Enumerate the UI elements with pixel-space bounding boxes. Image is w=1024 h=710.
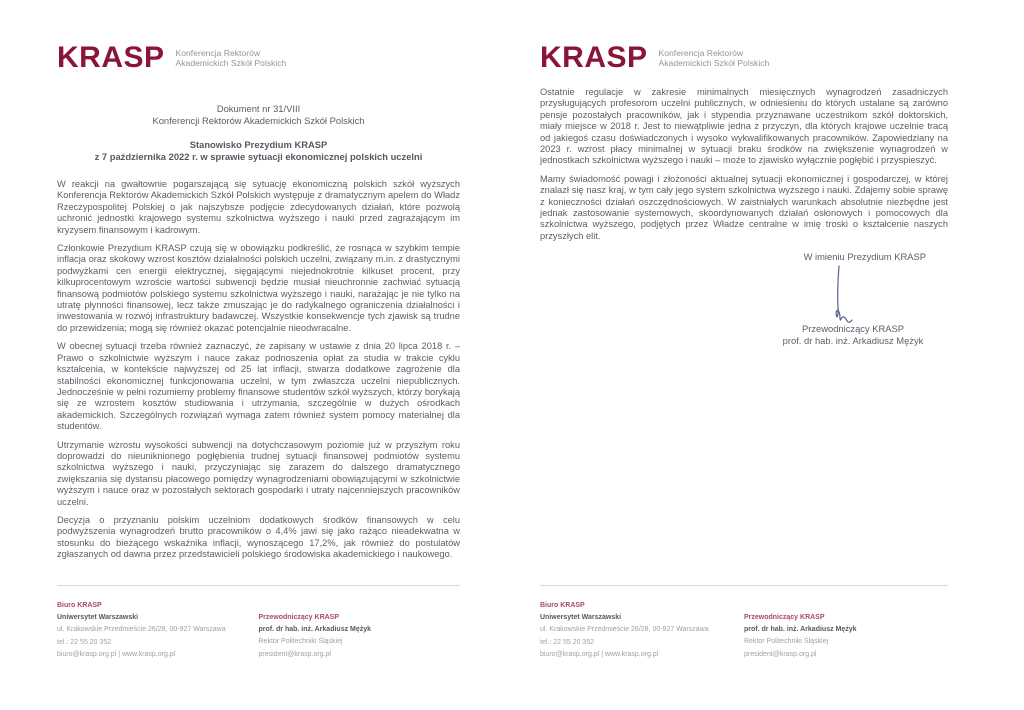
- paragraph: Członkowie Prezydium KRASP czują się w obowiązku podkreślić, że rosnąca w szybkim tempie inflacja oraz skokowy wzrost kosztów działalności polskich uczelni, związany m.in. z drastycznymi podwyżkami cen energii elektrycznej, sięgającymi niejednokrotnie kilkuset procent, przy kilkuprocentowym wzroście wartości subwencji będzie musiał nieuchronnie zachwiać sytuacją finansową podmiotów polskiego systemu szkolnictwa wyższego i nauki, narażając je nie tylko na utratę płynności finansowej, lecz także zmuszając je do radykalnego ograniczenia działalności i inwestowania w rozwój infrastruktury badawczej. Wszystkie konsekwencje tych zjawisk są trudne do przewidzenia; mogą się również okazać potencjalnie nieodwracalne.: [57, 243, 460, 333]
- document-page-1: [57, 0, 460, 710]
- document-header: [57, 103, 460, 126]
- footer-president-heading: Przewodniczący KRASP: [258, 614, 340, 621]
- logo-tagline-line2: Akademickich Szkół Polskich: [175, 58, 287, 68]
- footer-president-email: president@krasp.org.pl: [258, 650, 331, 658]
- paragraph: W reakcji na gwałtownie pogarszającą się sytuację ekonomiczną polskich szkół wyższych Konferencja Rektorów Akademickich Szkół Polskich występuje z dramatycznym apelem do Władz Rzeczypospolitej Polskiej o jak najszybsze podjęcie zdecydowanych działań, które pozwolą uchronić jednostki krajowego systemu szkolnictwa wyższego i nauki przed zagrażającym im kryzysem finansowym i kadrowym.: [57, 179, 460, 235]
- footer-president-name: prof. dr hab. inż. Arkadiusz Mężyk: [744, 626, 857, 634]
- handwritten-signature-scribble: [798, 265, 878, 327]
- footer-office-heading: Biuro KRASP: [57, 602, 102, 609]
- paragraph: Utrzymanie wzrostu wysokości subwencji na dotychczasowym poziomie już w przyszłym roku doprowadzi do nieuniknionego pogłębienia trudnej sytuacji finansowej podmiotów systemu szkolnictwa wyższego i nauki, przyczyniając się zarazem do dalszego dramatycznego zwiększania się dystansu płacowego pomiędzy wynagrodzeniami obowiązującymi w szkolnictwie wyższym i nauce oraz w pozostałych sektorach gospodarki i utraty najcenniejszych pracowników uczelni.: [57, 439, 460, 507]
- signer-role: Przewodniczący KRASP: [801, 322, 905, 334]
- footer-office-column: [540, 600, 744, 661]
- krasp-logo: [540, 40, 948, 76]
- footer-office-address: ul. Krakowskie Przedmieście 26/28, 00-927 Warszawa: [57, 626, 226, 634]
- footer-president-name: prof. dr hab. inż. Arkadiusz Mężyk: [258, 626, 372, 634]
- paragraph: Decyzja o przyznaniu polskim uczelniom dodatkowych środków finansowych w celu podwyższenia wynagrodzeń brutto pracowników o 4,4% jawi się jako rażąco nieadekwatna w stosunku do bieżącego wskaźnika inflacji, wynoszącego 17,2%, jak również do postulatów zgłaszanych od dawna przez przedstawicieli polskiego środowiska akademickiego i naukowego.: [57, 514, 460, 560]
- footer-office-name: Uniwersytet Warszawski: [57, 614, 139, 622]
- signer-name: prof. dr hab. inż. Arkadiusz Mężyk: [782, 334, 924, 346]
- document-number: Dokument nr 31/VIII: [216, 103, 301, 114]
- logo-tagline-line1: Konferencja Rektorów: [658, 47, 744, 58]
- paragraph: W obecnej sytuacji trzeba również zaznaczyć, że zapisany w ustawie z dnia 20 lipca 2018 r. – Prawo o szkolnictwie wyższym i nauce zakaz podnoszenia opłat za studia w trakcie cyklu kształcenia, w kontekście najwyższej od 25 lat inflacji, stwarza dodatkowe zagrożenie dla stabilności ekonomicznej funkcjonowania uczelni, w tym zwłaszcza uczelni niepublicznych. Jednocześnie w pełni rozumiemy problemy finansowe studentów szkół wyższych, którzy borykają się ze wzrostem kosztów studiowania i utrzymania, szczególnie w dużych ośrodkach akademickich. Szczególnych rozwiązań wymaga zatem również system pomocy materialnej dla studentów.: [57, 341, 460, 432]
- logo-tagline-line1: Konferencja Rektorów: [175, 47, 261, 58]
- document-title-block: [57, 139, 460, 162]
- footer-office-name: Uniwersytet Warszawski: [540, 614, 622, 622]
- krasp-logo: [57, 40, 460, 76]
- page2-body: [540, 87, 948, 242]
- document-issuer: Konferencji Rektorów Akademickich Szkół Polskich: [152, 114, 365, 126]
- footer-office-phone: tel.: 22 55 20 352: [540, 638, 595, 646]
- footer-president-email: president@krasp.org.pl: [744, 650, 817, 658]
- krasp-logo-tagline: [659, 48, 770, 69]
- paragraph: Ostatnie regulacje w zakresie minimalnych miesięcznych wynagrodzeń zasadniczych przysługujących profesorom uczelni publicznych, w odniesieniu do których ustalane są zarówno pensje pozostałych pracowników, jak i stypendia przyznawane uczestnikom szkół doktorskich, miały miejsce w 2018 r. Jest to niewątpliwie jedna z przyczyn, dla których krajowe uczelnie tracą od jakiegoś czasu doświadczonych i wysoko wykwalifikowanych pracowników. Zapowiedziany na 2023 r. wzrost płacy minimalnej w sytuacji braku środków na zwiększenie wynagrodzeń w jednostkach szkolnictwa wyższego i nauki – może to zjawisko wyłącznie pogłębić i przyspieszyć.: [540, 87, 948, 166]
- krasp-logo-wordmark: KRASP: [57, 41, 165, 74]
- document-title: Stanowisko Prezydium KRASP: [189, 139, 328, 150]
- paragraph: Mamy świadomość powagi i złożoności aktualnej sytuacji ekonomicznej i gospodarczej, w której znalazł się nasz kraj, w tym cały jego system szkolnictwa wyższego i nauki. Zdajemy sobie sprawę z konieczności działań oszczędnościowych. W zaistniałych warunkach absolutnie niezbędne jest jednak zastosowanie systemowych, skoordynowanych działań osłonowych i pomocowych dla szkolnictwa wyższego, podjętych przez Władze centralne w imię troski o kształcenie naszych przyszłych elit.: [540, 173, 948, 241]
- footer-president-column: [744, 600, 948, 661]
- signature-block: [733, 323, 973, 347]
- logo-tagline-line2: Akademickich Szkół Polskich: [658, 58, 770, 68]
- krasp-logo-tagline: [176, 48, 287, 69]
- footer-president-column: [259, 600, 461, 661]
- page-footer: [57, 585, 460, 661]
- signoff-line: W imieniu Prezydium KRASP: [803, 251, 926, 263]
- page1-body: [57, 179, 460, 561]
- footer-office-address: ul. Krakowskie Przedmieście 26/28, 00-927 Warszawa: [540, 626, 709, 634]
- footer-office-web: biuro@krasp.org.pl | www.krasp.org.pl: [540, 650, 659, 658]
- page-footer: [540, 585, 948, 661]
- footer-president-heading: Przewodniczący KRASP: [744, 614, 825, 621]
- document-page-2: [540, 0, 948, 710]
- footer-office-column: [57, 600, 259, 661]
- footer-president-title: Rektor Politechniki Śląskiej: [258, 638, 343, 646]
- krasp-logo-wordmark: KRASP: [540, 41, 648, 74]
- footer-office-web: biuro@krasp.org.pl | www.krasp.org.pl: [57, 650, 176, 658]
- document-subtitle: z 7 października 2022 r. w sprawie sytuacji ekonomicznej polskich uczelni: [94, 150, 423, 162]
- footer-president-title: Rektor Politechniki Śląskiej: [744, 638, 829, 646]
- footer-office-phone: tel.: 22 55 20 352: [57, 638, 112, 646]
- footer-office-heading: Biuro KRASP: [540, 602, 585, 609]
